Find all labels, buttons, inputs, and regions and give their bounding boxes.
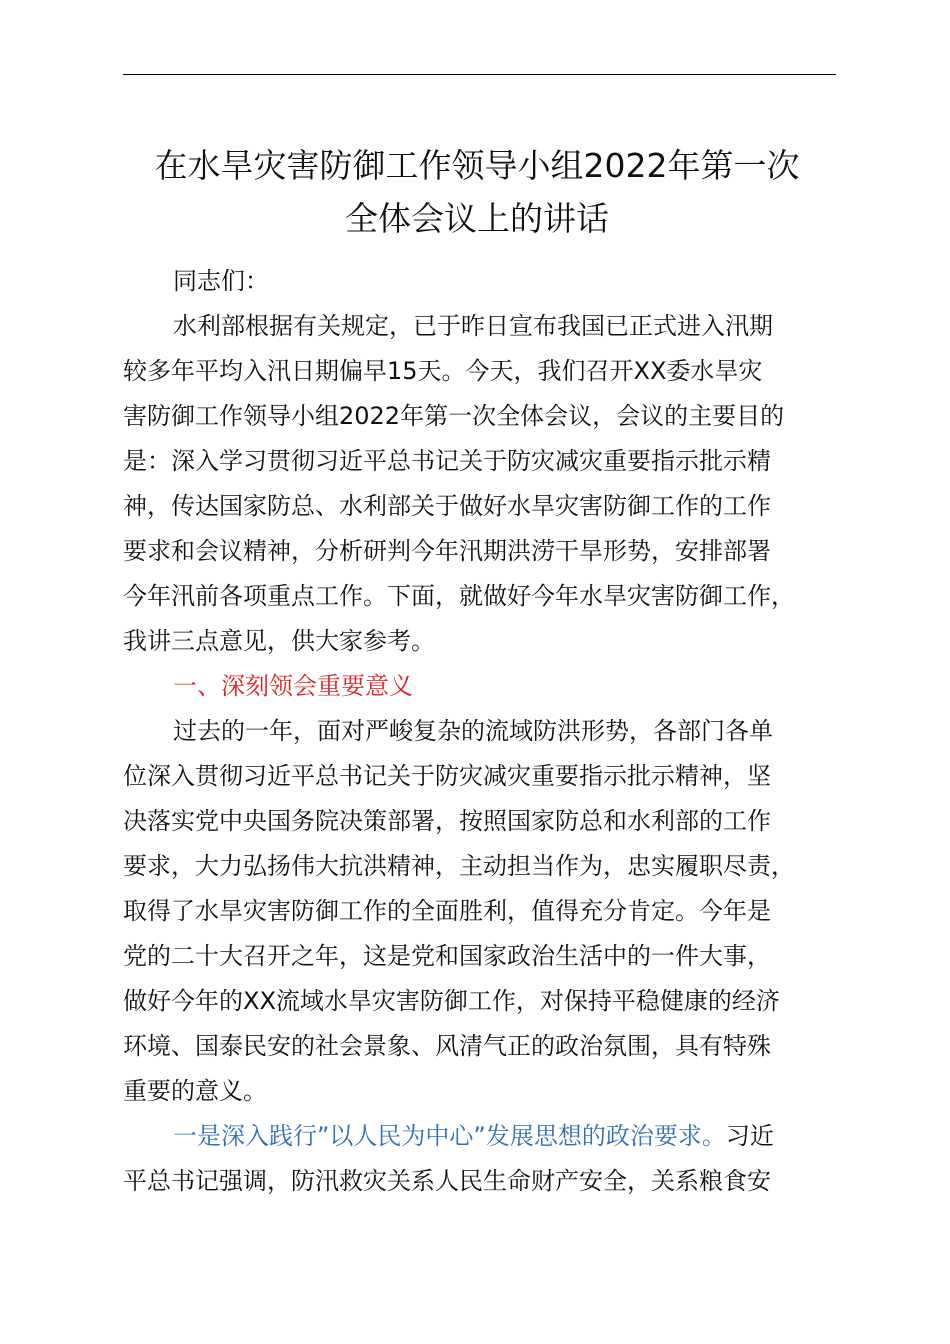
para1-line: 是：深入学习贯彻习近平总书记关于防灾减灾重要指示批示精 bbox=[123, 447, 771, 475]
para2-line: 过去的一年，面对严峻复杂的流域防洪形势，各部门各单 bbox=[173, 717, 773, 745]
para2-line: 决落实党中央国务院决策部署，按照国家防总和水利部的工作 bbox=[123, 807, 771, 835]
header-rule bbox=[123, 74, 836, 75]
para1-line: 害防御工作领导小组2022年第一次全体会议，会议的主要目的 bbox=[123, 402, 785, 430]
section-heading-1: 一、深刻领会重要意义 bbox=[173, 672, 413, 700]
title-line-1: 在水旱灾害防御工作领导小组2022年第一次 bbox=[154, 146, 800, 185]
document-title bbox=[112, 139, 842, 245]
para1-line: 要求和会议精神，分析研判今年汛期洪涝干旱形势，安排部署 bbox=[123, 537, 771, 565]
para1-line: 神，传达国家防总、水利部关于做好水旱灾害防御工作的工作 bbox=[123, 492, 771, 520]
para2-line: 重要的意义。 bbox=[123, 1077, 267, 1105]
para3-line: 平总书记强调，防汛救灾关系人民生命财产安全，关系粮食安 bbox=[123, 1167, 771, 1195]
para1-line: 较多年平均入汛日期偏早15天。今天，我们召开XX委水旱灾 bbox=[123, 357, 763, 385]
para3-lead: 习近 bbox=[725, 1122, 774, 1150]
subheading-line bbox=[173, 1121, 913, 1151]
para1-line: 今年汛前各项重点工作。下面，就做好今年水旱灾害防御工作， bbox=[123, 582, 795, 610]
para2-line: 取得了水旱灾害防御工作的全面胜利，值得充分肯定。今年是 bbox=[123, 897, 771, 925]
salutation: 同志们： bbox=[173, 267, 269, 295]
para2-line: 做好今年的XX流域水旱灾害防御工作，对保持平稳健康的经济 bbox=[123, 987, 780, 1015]
para2-line: 位深入贯彻习近平总书记关于防灾减灾重要指示批示精神，坚 bbox=[123, 762, 771, 790]
para1-line: 水利部根据有关规定，已于昨日宣布我国已正式进入汛期 bbox=[173, 312, 773, 340]
para2-line: 要求，大力弘扬伟大抗洪精神，主动担当作为，忠实履职尽责， bbox=[123, 852, 795, 880]
title-line-2: 全体会议上的讲话 bbox=[345, 199, 609, 238]
para2-line: 党的二十大召开之年，这是党和国家政治生活中的一件大事， bbox=[123, 942, 771, 970]
subheading-1: 一是深入践行”以人民为中心”发展思想的政治要求。 bbox=[173, 1122, 726, 1150]
para1-line: 我讲三点意见，供大家参考。 bbox=[123, 627, 435, 655]
para2-line: 环境、国泰民安的社会景象、风清气正的政治氛围，具有特殊 bbox=[123, 1032, 771, 1060]
